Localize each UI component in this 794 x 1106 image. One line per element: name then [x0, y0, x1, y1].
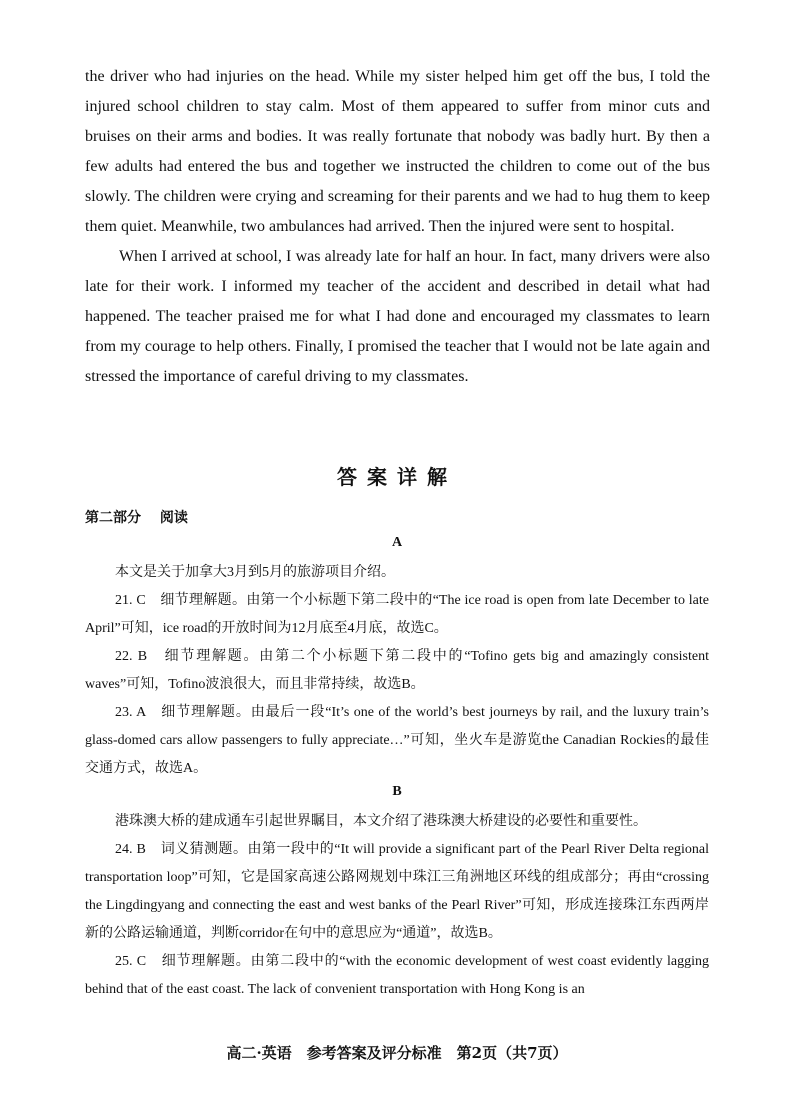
section-name: 阅读 [159, 510, 188, 526]
answer-25: 25. C 细节理解题。由第二段中的“with the economic development of west coast evidently lagging behind that of the east coast. The lack of convenient transportation with Hong Kong is an [85, 954, 709, 997]
essay-text [85, 62, 710, 392]
passage-a-answers [85, 559, 709, 783]
answer-21: 21. C 细节理解题。由第一个小标题下第二段中的“The ice road is open from late December to late April”可知，ice road的开放时间为12月底至4月底，故选C。 [85, 593, 709, 636]
page-footer: 高二·英语 参考答案及评分标准 第2页（共7页） [226, 1044, 568, 1062]
answer-22: 22. B 细节理解题。由第二个小标题下第二段中的“Tofino gets big and amazingly consistent waves”可知，Tofino波浪很大，而且非常持续，故选B。 [85, 649, 709, 692]
section-part: 第二部分 [85, 510, 141, 526]
essay-paragraph-2: When I arrived at school, I was already late for half an hour. In fact, many drivers were also late for their work. I informed my teacher of the accident and described in detail what had happened. The teacher praised me for what I had done and encouraged my classmates to learn from my courage to help others. Finally, I promised the teacher that I would not be late again and stressed the importance of careful driving to my classmates. [85, 248, 710, 385]
answers-title: 答案详解 [337, 465, 457, 489]
section-heading [85, 507, 202, 527]
answer-24: 24. B 词义猜测题。由第一段中的“It will provide a significant part of the Pearl River Delta regional transportation loop”可知，它是国家高速公路网规划中珠江三角洲地区环线的组成部分；再由“crossing the Lingdingyang and connecting the east and west banks of the Pearl River”可知，形成连接珠江东西两岸新的公路运输通道，判断corridor在句中的意思应为“通道”，故选B。 [85, 842, 709, 941]
essay-paragraph-1: the driver who had injuries on the head. While my sister helped him get off the bus, I told the injured school children to stay calm. Most of them appeared to suffer from minor cuts and bruises on their arms and bodies. It was really fortunate that nobody was badly hurt. By then a few adults had entered the bus and together we instructed the children to come out of the bus slowly. The children were crying and screaming for their parents and we had to hug them to keep them quiet. Meanwhile, two ambulances had arrived. Then the injured were sent to hospital. [85, 68, 710, 235]
passage-a-letter: A [391, 535, 403, 550]
answer-23: 23. A 细节理解题。由最后一段“It’s one of the world’s best journeys by rail, and the luxury train’s glass-domed cars allow passengers to fully appreciate…”可知，坐火车是游览the Canadian Rockies的最佳交通方式，故选A。 [85, 705, 709, 776]
passage-a-intro: 本文是关于加拿大3月到5月的旅游项目介绍。 [115, 565, 395, 580]
passage-b-letter: B [392, 784, 402, 799]
passage-b-answers [85, 808, 709, 1004]
passage-b-intro: 港珠澳大桥的建成通车引起世界瞩目，本文介绍了港珠澳大桥建设的必要性和重要性。 [115, 814, 647, 829]
